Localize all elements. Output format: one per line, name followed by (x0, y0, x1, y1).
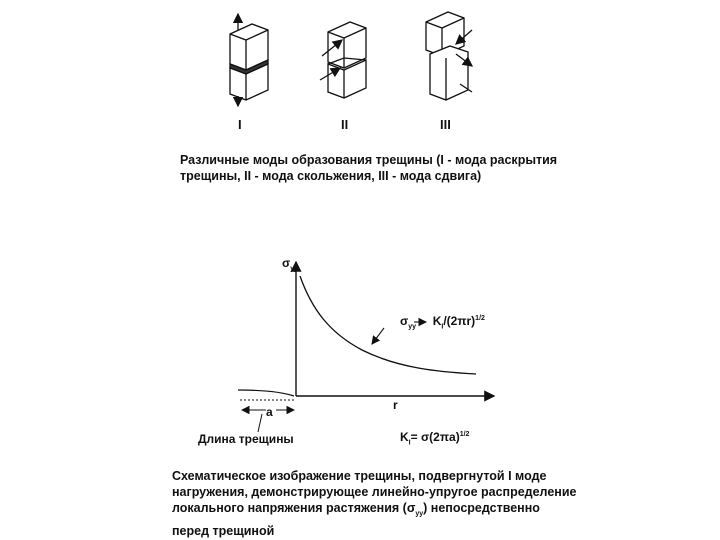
mode-iii-label: III (440, 117, 451, 132)
crack-length-leader (258, 414, 262, 432)
graph-caption-line-2: нагружения, демонстрирующее линейно-упругое распределение (172, 485, 577, 499)
modes-caption-line-1: Различные моды образования трещины (I - мода раскрытия (180, 153, 558, 167)
stress-graph (238, 262, 494, 432)
mode-i-specimen (230, 14, 268, 106)
crack-line (238, 390, 294, 396)
mode-iii-specimen (426, 12, 472, 100)
crack-length-symbol: a (266, 405, 273, 419)
graph-caption (172, 468, 592, 539)
mode-ii-specimen (320, 22, 366, 98)
curve-formula-label: $\sigma_{yy}$ $K_I/(2\pi r)^{1/2}$ (400, 314, 485, 331)
x-axis-label: r (393, 398, 398, 412)
modes-caption (180, 152, 600, 184)
mode-ii-label: II (341, 117, 349, 132)
graph-caption-line-4: перед трещиной (172, 523, 275, 538)
y-axis-label: $\sigma_{yy}$ (282, 256, 299, 273)
crack-length-label: Длина трещины (198, 432, 294, 446)
graph-caption-line-3: локального напряжения растяжения $(\sigma_{yy})$ непосредственно (172, 501, 540, 518)
mode-i-label: I (238, 117, 242, 132)
modes-caption-line-2: трещины, II - мода скольжения, III - мода сдвига) (180, 169, 482, 183)
curve-label-arrow (372, 328, 384, 344)
k-formula-label: $K_I= \sigma(2\pi a)^{1/2}$ (400, 430, 470, 447)
graph-caption-line-1: Схематическое изображение трещины, подвергнутой I моде (172, 469, 547, 483)
